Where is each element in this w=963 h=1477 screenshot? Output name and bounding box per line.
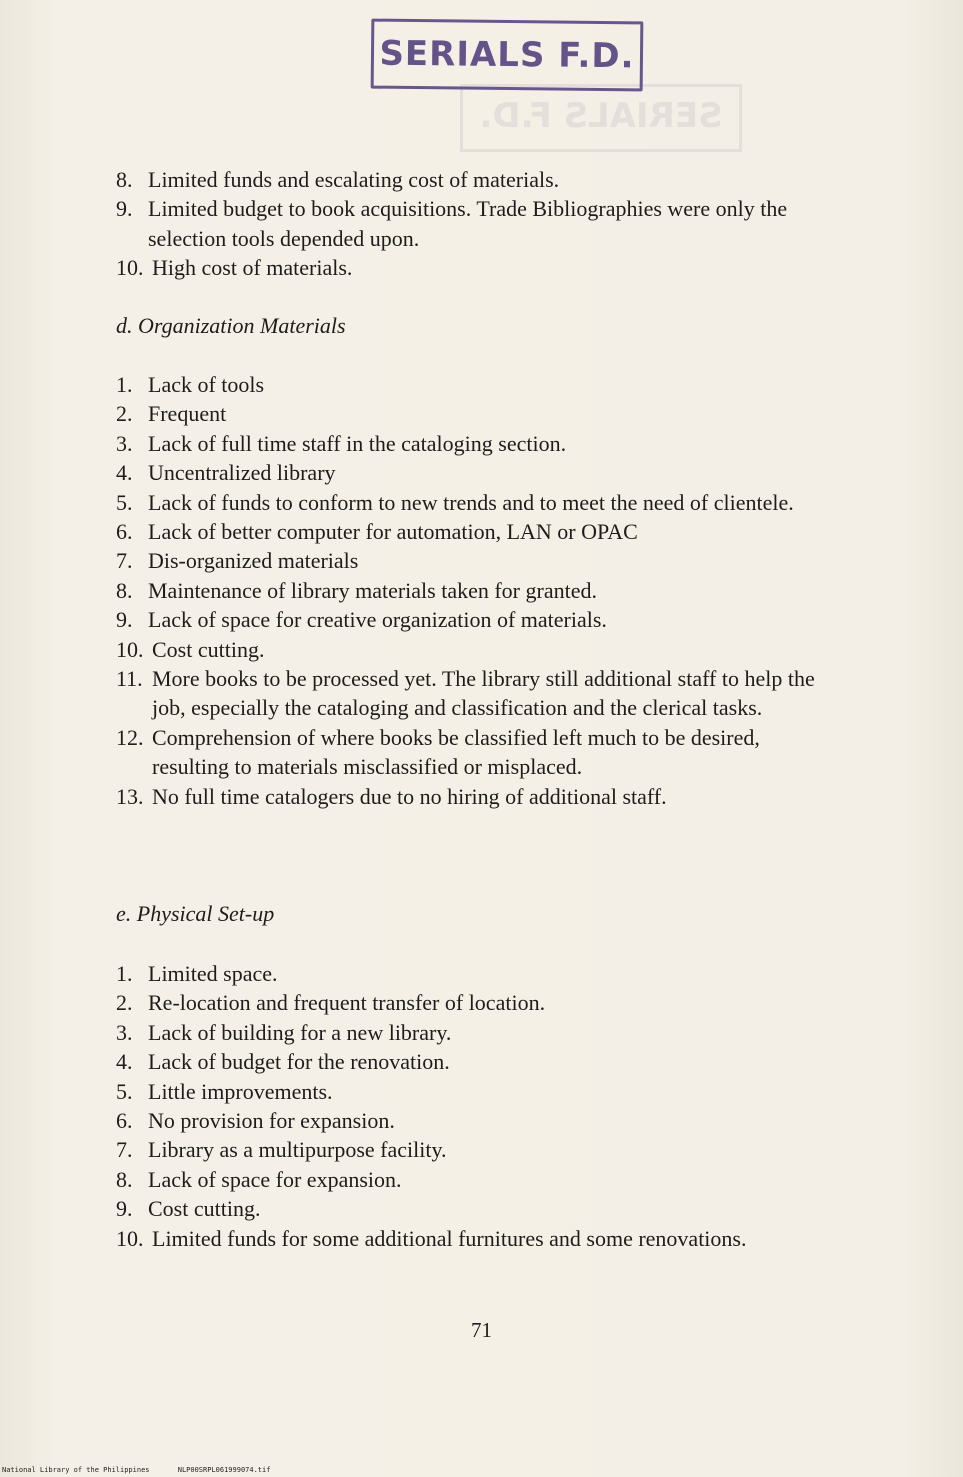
list-item — [112, 576, 842, 605]
item-number: 8. — [116, 1166, 133, 1192]
list-item — [112, 194, 842, 253]
serials-stamp: SERIALS F.D. — [371, 19, 644, 92]
item-number: 3. — [116, 430, 133, 456]
item-number: 7. — [116, 548, 133, 574]
list-item — [112, 253, 842, 282]
item-text: Comprehension of where books be classified left much to be desired, resulting to materials misclassified or misplaced. — [152, 724, 760, 780]
list-item — [112, 458, 842, 487]
footer-file: NLP00SRPL061999074.tif — [177, 1466, 271, 1474]
list-item — [112, 605, 842, 634]
item-text: Lack of better computer for automation, LAN or OPAC — [148, 519, 638, 545]
scan-footer — [2, 1466, 270, 1474]
item-text: Lack of space for expansion. — [148, 1166, 402, 1192]
item-number: 9. — [116, 196, 133, 222]
item-text: Lack of budget for the renovation. — [148, 1049, 450, 1075]
item-number: 5. — [116, 1078, 133, 1104]
item-number: 2. — [116, 990, 133, 1016]
list-item — [112, 370, 842, 399]
item-text: Dis-organized materials — [148, 548, 359, 574]
footer-library: National Library of the Philippines — [2, 1466, 150, 1474]
item-text: Re-location and frequent transfer of location. — [148, 990, 546, 1016]
item-number: 12. — [116, 724, 144, 750]
list-item — [112, 165, 842, 194]
item-text: Lack of full time staff in the cataloging section. — [148, 430, 567, 456]
list-item — [112, 1018, 842, 1047]
list-item — [112, 1077, 842, 1106]
item-text: Lack of space for creative organization of materials. — [148, 607, 607, 633]
page-number: 71 — [471, 1318, 492, 1342]
item-text: Cost cutting. — [152, 636, 265, 662]
item-text: No full time catalogers due to no hiring of additional staff. — [152, 783, 667, 809]
item-text: Uncentralized library — [148, 460, 336, 486]
item-number: 8. — [116, 577, 133, 603]
list-item — [112, 1106, 842, 1135]
item-text: Limited funds for some additional furnitures and some renovations. — [152, 1225, 747, 1251]
item-text: No provision for expansion. — [148, 1108, 395, 1134]
item-text: Library as a multipurpose facility. — [148, 1137, 447, 1163]
list-item — [112, 1224, 842, 1253]
item-text: Lack of building for a new library. — [148, 1019, 452, 1045]
item-number: 10. — [116, 1225, 144, 1251]
item-text: Lack of funds to conform to new trends and to meet the need of clientele. — [148, 489, 794, 515]
item-number: 10. — [116, 255, 144, 281]
item-number: 10. — [116, 636, 144, 662]
item-text: Lack of tools — [148, 372, 265, 397]
section-e-heading: e. Physical Set-up — [116, 901, 275, 926]
list-item — [112, 723, 842, 782]
item-number: 4. — [116, 1049, 133, 1075]
section-d-list — [112, 370, 842, 811]
item-number: 6. — [116, 1108, 133, 1134]
stamp-bleed-through: SERIALS F.D. — [460, 84, 742, 152]
item-text: Maintenance of library materials taken for granted. — [148, 577, 597, 603]
item-number: 4. — [116, 460, 133, 486]
item-text: Limited funds and escalating cost of materials. — [148, 167, 560, 192]
section-c-list — [112, 165, 842, 283]
list-item — [112, 546, 842, 575]
list-item — [112, 635, 842, 664]
item-number: 13. — [116, 783, 144, 809]
list-item — [112, 959, 842, 988]
item-number: 9. — [116, 607, 133, 633]
list-item — [112, 517, 842, 546]
item-text: Little improvements. — [148, 1078, 333, 1104]
list-item — [112, 429, 842, 458]
item-number: 5. — [116, 489, 133, 515]
list-item — [112, 1194, 842, 1223]
item-number: 2. — [116, 401, 133, 427]
list-item — [112, 488, 842, 517]
list-item — [112, 782, 842, 811]
item-text: Frequent — [148, 401, 227, 427]
item-number: 8. — [116, 167, 133, 192]
item-number: 11. — [116, 666, 143, 692]
list-item — [112, 1135, 842, 1164]
list-item — [112, 1165, 842, 1194]
section-d-heading: d. Organization Materials — [116, 313, 346, 338]
item-text: High cost of materials. — [152, 255, 353, 281]
item-text: More books to be processed yet. The library still additional staff to help the job, especially the cataloging and classification and the clerical tasks. — [152, 666, 815, 721]
item-text: Limited space. — [148, 961, 278, 986]
item-number: 1. — [116, 372, 133, 397]
item-text: Cost cutting. — [148, 1196, 261, 1222]
item-number: 1. — [116, 961, 133, 986]
list-item — [112, 1047, 842, 1076]
list-item — [112, 988, 842, 1017]
item-number: 3. — [116, 1019, 133, 1045]
section-e-list — [112, 959, 842, 1253]
item-number: 6. — [116, 519, 133, 545]
item-text: Limited budget to book acquisitions. Trade Bibliographies were only the selection tools depended upon. — [148, 196, 788, 251]
item-number: 9. — [116, 1196, 133, 1222]
item-number: 7. — [116, 1137, 133, 1163]
list-item — [112, 664, 842, 723]
list-item — [112, 399, 842, 428]
